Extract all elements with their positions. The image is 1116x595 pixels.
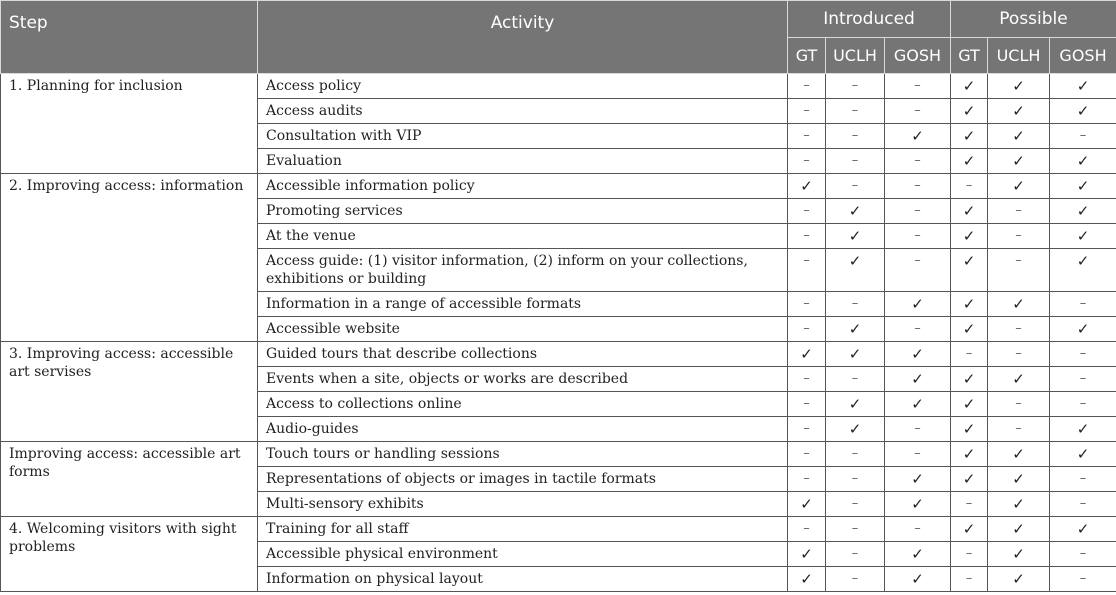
check-mark-cell: ✓: [988, 124, 1050, 149]
table-row: [1, 74, 1116, 99]
dash-cell: –: [1050, 392, 1116, 417]
check-mark-cell: ✓: [951, 292, 988, 317]
check-mark-cell: ✓: [826, 249, 885, 292]
dash-cell: –: [826, 124, 885, 149]
header-step: Step: [1, 1, 258, 74]
dash-cell: –: [988, 392, 1050, 417]
header-activity: Activity: [258, 1, 788, 74]
check-mark-cell: ✓: [951, 417, 988, 442]
dash-cell: –: [788, 149, 826, 174]
table-header: [1, 1, 1116, 74]
dash-cell: –: [885, 174, 951, 199]
subheader-possible-uclh: UCLH: [988, 38, 1050, 74]
check-mark-cell: ✓: [951, 442, 988, 467]
dash-cell: –: [788, 467, 826, 492]
activity-cell: Access guide: (1) visitor information, (2) inform on your collections, exhibitions or building: [258, 249, 788, 292]
dash-cell: –: [1050, 124, 1116, 149]
check-mark-cell: ✓: [951, 199, 988, 224]
dash-cell: –: [788, 517, 826, 542]
dash-cell: –: [951, 567, 988, 592]
check-mark-cell: ✓: [1050, 149, 1116, 174]
dash-cell: –: [788, 99, 826, 124]
dash-cell: –: [826, 492, 885, 517]
dash-cell: –: [826, 149, 885, 174]
check-mark-cell: ✓: [1050, 199, 1116, 224]
dash-cell: –: [951, 174, 988, 199]
dash-cell: –: [788, 392, 826, 417]
check-mark-cell: ✓: [885, 492, 951, 517]
check-mark-cell: ✓: [988, 442, 1050, 467]
check-mark-cell: ✓: [885, 292, 951, 317]
dash-cell: –: [885, 99, 951, 124]
step-cell: 2. Improving access: information: [1, 174, 258, 342]
subheader-introduced-uclh: UCLH: [826, 38, 885, 74]
dash-cell: –: [885, 517, 951, 542]
subheader-introduced-gosh: GOSH: [885, 38, 951, 74]
check-mark-cell: ✓: [951, 249, 988, 292]
subheader-possible-gosh: GOSH: [1050, 38, 1116, 74]
dash-cell: –: [826, 517, 885, 542]
check-mark-cell: ✓: [988, 567, 1050, 592]
header-introduced: Introduced: [788, 1, 951, 38]
activity-cell: Touch tours or handling sessions: [258, 442, 788, 467]
check-mark-cell: ✓: [788, 492, 826, 517]
check-mark-cell: ✓: [988, 492, 1050, 517]
dash-cell: –: [885, 199, 951, 224]
check-mark-cell: ✓: [1050, 99, 1116, 124]
activity-cell: Access policy: [258, 74, 788, 99]
check-mark-cell: ✓: [988, 542, 1050, 567]
check-mark-cell: ✓: [1050, 442, 1116, 467]
table-row: [1, 442, 1116, 467]
dash-cell: –: [826, 367, 885, 392]
check-mark-cell: ✓: [826, 342, 885, 367]
dash-cell: –: [885, 74, 951, 99]
activity-cell: Guided tours that describe collections: [258, 342, 788, 367]
dash-cell: –: [951, 542, 988, 567]
check-mark-cell: ✓: [1050, 174, 1116, 199]
check-mark-cell: ✓: [951, 467, 988, 492]
check-mark-cell: ✓: [826, 417, 885, 442]
dash-cell: –: [788, 199, 826, 224]
check-mark-cell: ✓: [1050, 317, 1116, 342]
dash-cell: –: [1050, 492, 1116, 517]
check-mark-cell: ✓: [951, 149, 988, 174]
dash-cell: –: [988, 249, 1050, 292]
check-mark-cell: ✓: [951, 74, 988, 99]
check-mark-cell: ✓: [951, 317, 988, 342]
dash-cell: –: [1050, 292, 1116, 317]
table-row: [1, 342, 1116, 367]
activity-cell: Accessible information policy: [258, 174, 788, 199]
dash-cell: –: [826, 74, 885, 99]
dash-cell: –: [788, 317, 826, 342]
activity-cell: Evaluation: [258, 149, 788, 174]
step-cell: 1. Planning for inclusion: [1, 74, 258, 174]
check-mark-cell: ✓: [1050, 74, 1116, 99]
table-row: [1, 174, 1116, 199]
dash-cell: –: [1050, 367, 1116, 392]
check-mark-cell: ✓: [788, 174, 826, 199]
check-mark-cell: ✓: [951, 99, 988, 124]
dash-cell: –: [988, 224, 1050, 249]
table-row: [1, 517, 1116, 542]
check-mark-cell: ✓: [988, 99, 1050, 124]
dash-cell: –: [788, 442, 826, 467]
subheader-introduced-gt: GT: [788, 38, 826, 74]
check-mark-cell: ✓: [951, 367, 988, 392]
dash-cell: –: [826, 542, 885, 567]
activity-cell: Accessible website: [258, 317, 788, 342]
dash-cell: –: [885, 249, 951, 292]
dash-cell: –: [826, 99, 885, 124]
dash-cell: –: [826, 442, 885, 467]
dash-cell: –: [1050, 467, 1116, 492]
check-mark-cell: ✓: [885, 467, 951, 492]
check-mark-cell: ✓: [951, 392, 988, 417]
dash-cell: –: [788, 224, 826, 249]
check-mark-cell: ✓: [951, 224, 988, 249]
step-cell: 4. Welcoming visitors with sight problems: [1, 517, 258, 592]
check-mark-cell: ✓: [826, 224, 885, 249]
activity-cell: Promoting services: [258, 199, 788, 224]
check-mark-cell: ✓: [988, 174, 1050, 199]
dash-cell: –: [885, 442, 951, 467]
dash-cell: –: [988, 342, 1050, 367]
check-mark-cell: ✓: [988, 149, 1050, 174]
dash-cell: –: [826, 467, 885, 492]
dash-cell: –: [826, 292, 885, 317]
dash-cell: –: [788, 367, 826, 392]
activity-cell: At the venue: [258, 224, 788, 249]
header-possible: Possible: [951, 1, 1116, 38]
check-mark-cell: ✓: [826, 392, 885, 417]
activity-cell: Information in a range of accessible formats: [258, 292, 788, 317]
activity-cell: Information on physical layout: [258, 567, 788, 592]
activity-cell: Audio-guides: [258, 417, 788, 442]
dash-cell: –: [988, 317, 1050, 342]
check-mark-cell: ✓: [885, 392, 951, 417]
dash-cell: –: [1050, 542, 1116, 567]
dash-cell: –: [885, 417, 951, 442]
dash-cell: –: [826, 174, 885, 199]
dash-cell: –: [988, 199, 1050, 224]
check-mark-cell: ✓: [788, 567, 826, 592]
dash-cell: –: [1050, 342, 1116, 367]
dash-cell: –: [885, 224, 951, 249]
activity-cell: Representations of objects or images in tactile formats: [258, 467, 788, 492]
check-mark-cell: ✓: [885, 367, 951, 392]
activity-cell: Access to collections online: [258, 392, 788, 417]
dash-cell: –: [826, 567, 885, 592]
check-mark-cell: ✓: [788, 542, 826, 567]
activity-cell: Access audits: [258, 99, 788, 124]
check-mark-cell: ✓: [826, 317, 885, 342]
check-mark-cell: ✓: [885, 567, 951, 592]
check-mark-cell: ✓: [1050, 224, 1116, 249]
subheader-possible-gt: GT: [951, 38, 988, 74]
dash-cell: –: [885, 149, 951, 174]
dash-cell: –: [788, 74, 826, 99]
check-mark-cell: ✓: [1050, 517, 1116, 542]
dash-cell: –: [951, 492, 988, 517]
dash-cell: –: [788, 249, 826, 292]
check-mark-cell: ✓: [988, 74, 1050, 99]
activity-cell: Multi-sensory exhibits: [258, 492, 788, 517]
activity-cell: Events when a site, objects or works are described: [258, 367, 788, 392]
check-mark-cell: ✓: [1050, 417, 1116, 442]
check-mark-cell: ✓: [788, 342, 826, 367]
check-mark-cell: ✓: [951, 124, 988, 149]
step-cell: Improving access: accessible art forms: [1, 442, 258, 517]
dash-cell: –: [1050, 567, 1116, 592]
table-body: [1, 74, 1116, 592]
check-mark-cell: ✓: [885, 542, 951, 567]
check-mark-cell: ✓: [988, 517, 1050, 542]
dash-cell: –: [885, 317, 951, 342]
check-mark-cell: ✓: [988, 292, 1050, 317]
check-mark-cell: ✓: [988, 367, 1050, 392]
check-mark-cell: ✓: [885, 342, 951, 367]
dash-cell: –: [951, 342, 988, 367]
check-mark-cell: ✓: [826, 199, 885, 224]
dash-cell: –: [788, 124, 826, 149]
activity-cell: Training for all staff: [258, 517, 788, 542]
step-cell: 3. Improving access: accessible art servises: [1, 342, 258, 442]
check-mark-cell: ✓: [1050, 249, 1116, 292]
check-mark-cell: ✓: [885, 124, 951, 149]
activity-cell: Consultation with VIP: [258, 124, 788, 149]
dash-cell: –: [988, 417, 1050, 442]
check-mark-cell: ✓: [951, 517, 988, 542]
dash-cell: –: [788, 417, 826, 442]
dash-cell: –: [788, 292, 826, 317]
check-mark-cell: ✓: [988, 467, 1050, 492]
activity-cell: Accessible physical environment: [258, 542, 788, 567]
